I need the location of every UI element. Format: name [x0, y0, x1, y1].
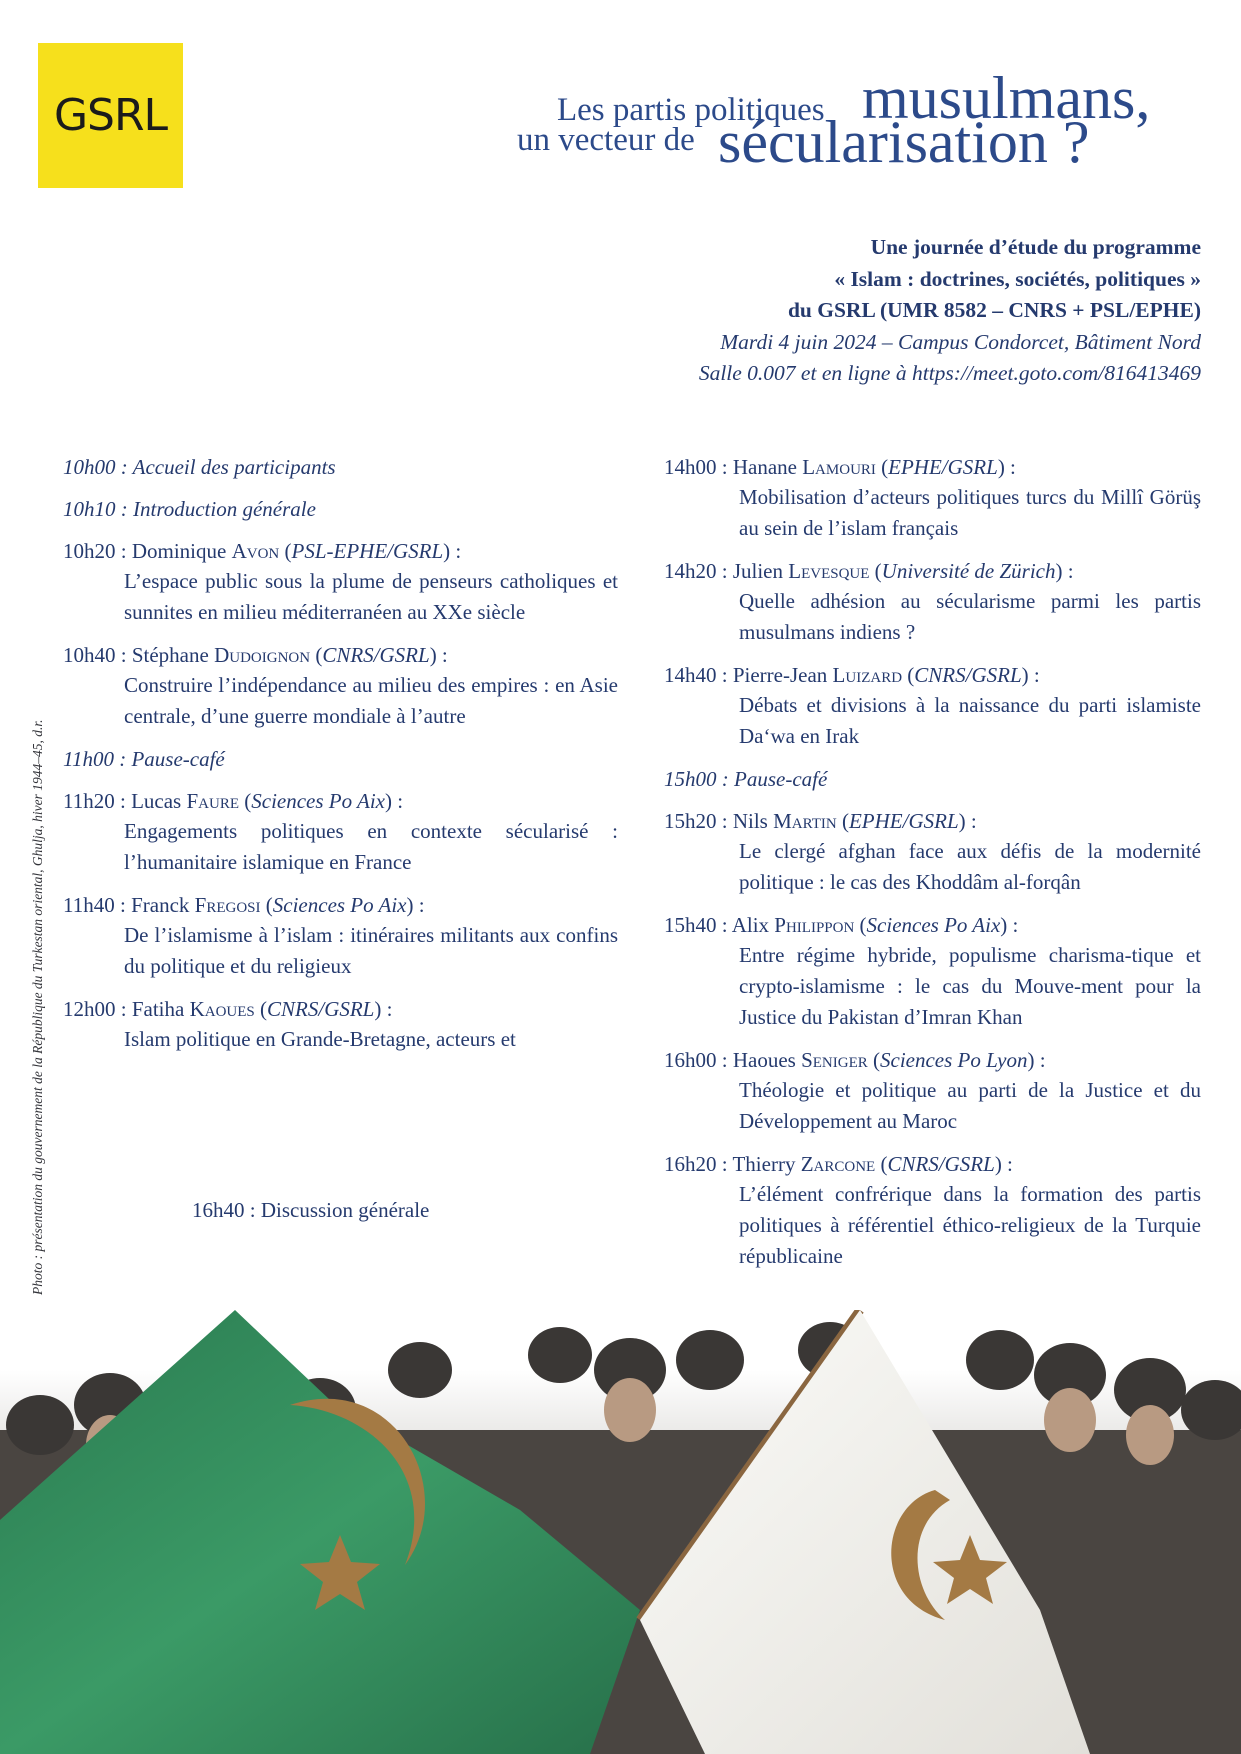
speaker-affiliation: Sciences Po Lyon	[880, 1048, 1028, 1072]
subhead-date-location: Mardi 4 juin 2024 – Campus Condorcet, Bâtiment Nord	[720, 329, 1201, 354]
subhead-room-link: Salle 0.007 et en ligne à https://meet.goto.com/816413469	[698, 361, 1201, 385]
program-entry	[63, 640, 618, 732]
speaker-last-name: Kaoues	[189, 997, 255, 1021]
entry-header: 11h40 : Franck Fregosi (Sciences Po Aix) :	[63, 893, 425, 917]
entry-header: 11h00 : Pause-café	[63, 747, 225, 771]
entry-time: 11h20	[63, 789, 115, 813]
program-entry	[63, 890, 618, 982]
speaker-affiliation: CNRS/GSRL	[914, 663, 1022, 687]
entry-time: 15h20	[664, 809, 717, 833]
subhead-line1: Une journée d’étude du programme	[870, 235, 1201, 259]
speaker-last-name: Martin	[773, 809, 837, 833]
entry-header: 10h00 : Accueil des participants	[63, 455, 336, 479]
entry-header: 10h40 : Stéphane Dudoignon (CNRS/GSRL) :	[63, 643, 448, 667]
program-entry	[63, 536, 618, 628]
entry-time: 14h20	[664, 559, 717, 583]
speaker-affiliation: EPHE/GSRL	[888, 455, 998, 479]
page-title	[400, 65, 1210, 180]
entry-header: 16h20 : Thierry Zarcone (CNRS/GSRL) :	[664, 1152, 1013, 1176]
entry-header: 10h10 : Introduction générale	[63, 497, 316, 521]
entry-label: Accueil des participants	[132, 455, 336, 479]
title-line1-big: musulmans,	[862, 65, 1151, 131]
entry-label: Pause-café	[131, 747, 225, 771]
speaker-first-name: Hanane	[732, 455, 797, 479]
entry-header: 15h20 : Nils Martin (EPHE/GSRL) :	[664, 809, 977, 833]
program-entry	[664, 764, 1201, 794]
program-entry	[664, 910, 1201, 1033]
entry-time: 16h00	[664, 1048, 717, 1072]
speaker-last-name: Dudoignon	[214, 643, 311, 667]
program-entry	[664, 452, 1201, 544]
speaker-first-name: Lucas	[131, 789, 182, 813]
talk-title: Théologie et politique au parti de la Justice et du Développement au Maroc	[739, 1078, 1201, 1133]
title-line1-small: Les partis politiques	[557, 92, 825, 128]
entry-header: 12h00 : Fatiha Kaoues (CNRS/GSRL) :	[63, 997, 393, 1021]
speaker-first-name: Alix	[731, 913, 770, 937]
speaker-last-name: Fregosi	[194, 893, 261, 917]
talk-title: Construire l’indépendance au milieu des empires : en Asie centrale, d’une guerre mondiale à l’autre	[124, 673, 618, 728]
entry-label: Pause-café	[734, 767, 828, 791]
speaker-affiliation: Sciences Po Aix	[272, 893, 407, 917]
title-line2-small: un vecteur de	[517, 122, 695, 158]
speaker-affiliation: Sciences Po Aix	[251, 789, 385, 813]
entry-time: 14h00	[664, 455, 717, 479]
entry-time: 15h00	[664, 767, 717, 791]
speaker-first-name: Thierry	[732, 1152, 796, 1176]
speaker-affiliation: Université de Zürich	[881, 559, 1056, 583]
entry-time: 15h40	[664, 913, 717, 937]
logo-text: GSRL	[53, 90, 168, 141]
subhead-line2: « Islam : doctrines, sociétés, politiques »	[834, 266, 1201, 291]
program-entry	[664, 556, 1201, 648]
entry-time: 11h00	[63, 747, 114, 771]
entry-time: 10h00	[63, 455, 116, 479]
talk-title: L’espace public sous la plume de penseurs catholiques et sunnites en milieu méditerranéen au XXe siècle	[124, 569, 618, 624]
program-entry	[63, 744, 618, 774]
entry-header: 15h00 : Pause-café	[664, 767, 828, 791]
talk-title: Le clergé afghan face aux défis de la modernité politique : le cas des Khoddâm al-forqân	[739, 839, 1201, 894]
event-info	[699, 232, 1201, 390]
title-line2-big: sécularisation ?	[718, 109, 1090, 175]
entry-time: 10h20	[63, 539, 116, 563]
entry-header: 14h40 : Pierre-Jean Luizard (CNRS/GSRL) :	[664, 663, 1040, 687]
speaker-first-name: Franck	[131, 893, 190, 917]
entry-header: 16h00 : Haoues Seniger (Sciences Po Lyon) :	[664, 1048, 1046, 1072]
photo-credit: Photo : présentation du gouvernement de la République du Turkestan oriental, Ghulja, hiver 1944–45, d.r.	[30, 719, 45, 1295]
entry-header: 14h20 : Julien Levesque (Université de Zürich) :	[664, 559, 1074, 583]
program-left-column	[63, 452, 618, 1067]
speaker-last-name: Seniger	[801, 1048, 868, 1072]
speaker-last-name: Levesque	[788, 559, 870, 583]
entry-time: 12h00	[63, 997, 116, 1021]
program-entry	[63, 786, 618, 878]
historic-photo	[0, 1310, 1241, 1754]
speaker-last-name: Lamouri	[802, 455, 876, 479]
entry-header: 10h20 : Dominique Avon (PSL-EPHE/GSRL) :	[63, 539, 462, 563]
gsrl-logo	[38, 43, 183, 188]
talk-title: Entre régime hybride, populisme charisma-tique et crypto-islamisme : le cas du Mouve-ment pour la Justice du Pakistan d’Imran Khan	[739, 943, 1201, 1029]
speaker-last-name: Philippon	[774, 913, 855, 937]
speaker-affiliation: EPHE/GSRL	[848, 809, 959, 833]
speaker-affiliation: CNRS/GSRL	[322, 643, 430, 667]
talk-title: Quelle adhésion au sécularisme parmi les partis musulmans indiens ?	[739, 589, 1201, 644]
speaker-last-name: Avon	[231, 539, 280, 563]
entry-time: 10h10	[63, 497, 116, 521]
speaker-first-name: Fatiha	[131, 997, 185, 1021]
program-entry	[63, 994, 618, 1055]
speaker-affiliation: PSL-EPHE/GSRL	[291, 539, 444, 563]
program-entry	[664, 1045, 1201, 1137]
program-entry	[664, 660, 1201, 752]
talk-title: De l’islamisme à l’islam : itinéraires militants aux confins du politique et du religieux	[124, 923, 618, 978]
talk-title: Mobilisation d’acteurs politiques turcs du Millî Görüş au sein de l’islam français	[739, 485, 1201, 540]
speaker-first-name: Julien	[732, 559, 784, 583]
entry-time: 11h40	[63, 893, 115, 917]
entry-time: 10h40	[63, 643, 116, 667]
program-entry	[63, 494, 618, 524]
subhead-line3: du GSRL (UMR 8582 – CNRS + PSL/EPHE)	[787, 298, 1201, 322]
closing-session: 16h40 : Discussion générale	[192, 1198, 430, 1222]
speaker-last-name: Zarcone	[800, 1152, 876, 1176]
speaker-last-name: Faure	[186, 789, 239, 813]
speaker-first-name: Nils	[732, 809, 768, 833]
program-right-column	[664, 452, 1201, 1284]
entry-time: 14h40	[664, 663, 717, 687]
program-entry	[664, 1149, 1201, 1272]
entry-header: 15h40 : Alix Philippon (Sciences Po Aix) :	[664, 913, 1019, 937]
speaker-first-name: Stéphane	[131, 643, 209, 667]
speaker-affiliation: CNRS/GSRL	[267, 997, 375, 1021]
closing-label: Discussion générale	[260, 1198, 430, 1222]
talk-title: Engagements politiques en contexte sécularisé : l’humanitaire islamique en France	[124, 819, 618, 874]
closing-time: 16h40	[192, 1198, 245, 1222]
talk-title: Débats et divisions à la naissance du parti islamiste Da‘wa en Irak	[739, 693, 1201, 748]
entry-time: 16h20	[664, 1152, 717, 1176]
speaker-first-name: Pierre-Jean	[732, 663, 828, 687]
speaker-affiliation: Sciences Po Aix	[866, 913, 1001, 937]
program-entry	[664, 806, 1201, 898]
program-entry	[63, 452, 618, 482]
entry-header: 14h00 : Hanane Lamouri (EPHE/GSRL) :	[664, 455, 1016, 479]
entry-header: 11h20 : Lucas Faure (Sciences Po Aix) :	[63, 789, 404, 813]
talk-title: L’élément confrérique dans la formation des partis politiques à référentiel éthico-religieux de la Turquie républicaine	[739, 1182, 1201, 1268]
speaker-first-name: Dominique	[131, 539, 227, 563]
speaker-affiliation: CNRS/GSRL	[887, 1152, 995, 1176]
talk-title: Islam politique en Grande-Bretagne, acteurs et	[124, 1027, 516, 1051]
speaker-last-name: Luizard	[832, 663, 903, 687]
speaker-first-name: Haoues	[732, 1048, 796, 1072]
entry-label: Introduction générale	[133, 497, 316, 521]
